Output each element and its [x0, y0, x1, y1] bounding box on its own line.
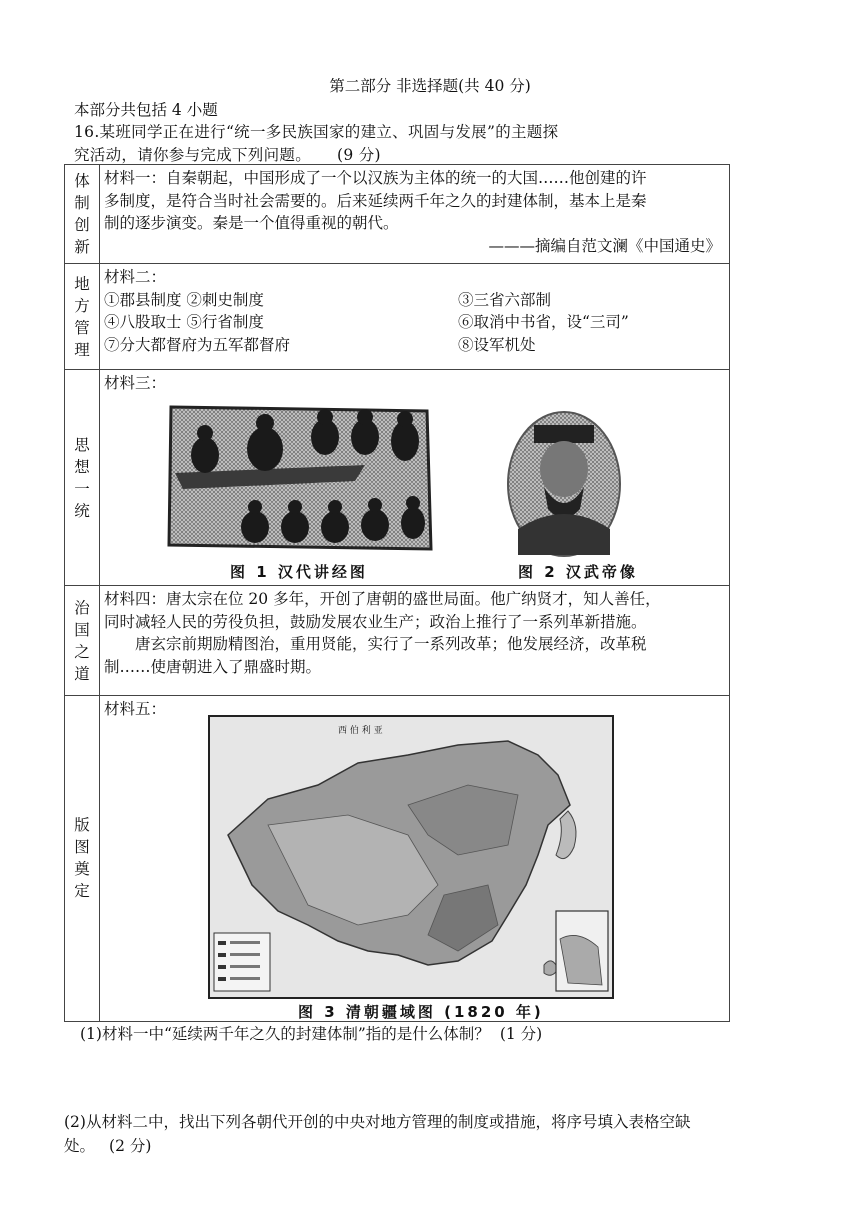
material-2-text — [100, 264, 729, 358]
figure-2-caption: 图 2 汉武帝像 — [518, 562, 638, 581]
option-item: ⑦分大都督府为五军都督府 — [104, 335, 291, 354]
category-label: 体制创新 — [74, 172, 90, 256]
category-label: 思想一统 — [74, 435, 90, 520]
question-2-score: (2 分) — [109, 1137, 152, 1155]
material-4-text — [100, 586, 729, 680]
question-16-stem-text: 究活动，请你参与完成下列问题。 — [74, 146, 312, 164]
materials-table — [64, 164, 730, 1022]
figure-3-caption: 图 3 清朝疆域图 (1820 年) — [298, 1002, 544, 1021]
figure-1-caption: 图 1 汉代讲经图 — [230, 562, 368, 581]
material-3-title: 材料三： — [104, 374, 167, 392]
section-intro: 本部分共包括 4 小题 — [74, 101, 218, 119]
map-top-label: 西 伯 利 亚 — [338, 725, 383, 736]
option-item: ⑧设军机处 — [458, 335, 536, 354]
question-16-stem-line2 — [74, 143, 381, 165]
text-line: 制……使唐朝进入了鼎盛时期。 — [104, 657, 322, 676]
material-1-source: ———摘编自范文澜《中国通史》 — [488, 236, 721, 255]
material-row-1 — [65, 165, 730, 264]
option-item: ③三省六部制 — [458, 290, 552, 309]
text-line: 材料一：自秦朝起，中国形成了一个以汉族为主体的统一的大国……他创建的许 — [104, 169, 647, 187]
text-line: 唐玄宗前期励精图治，重用贤能，实行了一系列改革；他发展经济，改革税 — [135, 635, 647, 653]
material-3-figures — [100, 395, 729, 579]
category-cell — [65, 165, 100, 264]
material-row-3 — [65, 370, 730, 586]
category-label: 版图奠定 — [74, 816, 90, 901]
text-line: 制的逐步演变。秦是一个值得重视的朝代。 — [104, 214, 399, 232]
category-label: 治国之道 — [74, 598, 90, 683]
material-1-text — [100, 165, 729, 259]
material-2-title: 材料二： — [104, 268, 167, 286]
question-1-text: (1)材料一中“延续两千年之久的封建体制”指的是什么体制？ — [80, 1025, 490, 1043]
option-item: ④八股取士 ⑤行省制度 — [104, 313, 264, 331]
question-1-score: (1 分) — [499, 1025, 543, 1043]
option-item: ①郡县制度 ②刺史制度 — [104, 290, 264, 309]
question-2-line1: (2)从材料二中，找出下列各朝代开创的中央对地方管理的制度或措施，将序号填入表格空缺 — [64, 1113, 691, 1131]
question-2-line2 — [64, 1134, 151, 1156]
material-5-title: 材料五： — [104, 700, 167, 718]
material-2-options — [104, 289, 725, 357]
material-row-4 — [65, 586, 730, 696]
category-label: 地方管理 — [74, 274, 90, 359]
text-line: 材料四：唐太宗在位 20 多年，开创了唐朝的盛世局面。他广纳贤才，知人善任， — [104, 590, 661, 608]
qing-territory-map — [208, 715, 614, 999]
question-1 — [80, 1022, 542, 1044]
section-title: 第二部分 非选择题(共 40 分) — [329, 77, 531, 95]
question-2-text: 处。 — [64, 1137, 96, 1155]
text-line: 同时减轻人民的劳役负担，鼓励发展农业生产；政治上推行了一系列革新措施。 — [104, 612, 647, 631]
material-5-map — [100, 721, 729, 1021]
emperor-portrait-image — [504, 409, 624, 559]
category-cell — [65, 696, 100, 1022]
question-16-score: (9 分) — [337, 146, 381, 164]
option-item: ⑥取消中书省，设“三司” — [458, 313, 629, 331]
category-cell — [65, 264, 100, 370]
category-cell — [65, 586, 100, 696]
text-line: 多制度，是符合当时社会需要的。后来延续两千年之久的封建体制，基本上是秦 — [104, 191, 647, 210]
material-row-5 — [65, 696, 730, 1022]
lecture-relief-image — [165, 403, 435, 553]
question-16-stem-line1: 16.某班同学正在进行“统一多民族国家的建立、巩固与发展”的主题探 — [74, 123, 559, 141]
category-cell — [65, 370, 100, 586]
material-row-2 — [65, 264, 730, 370]
